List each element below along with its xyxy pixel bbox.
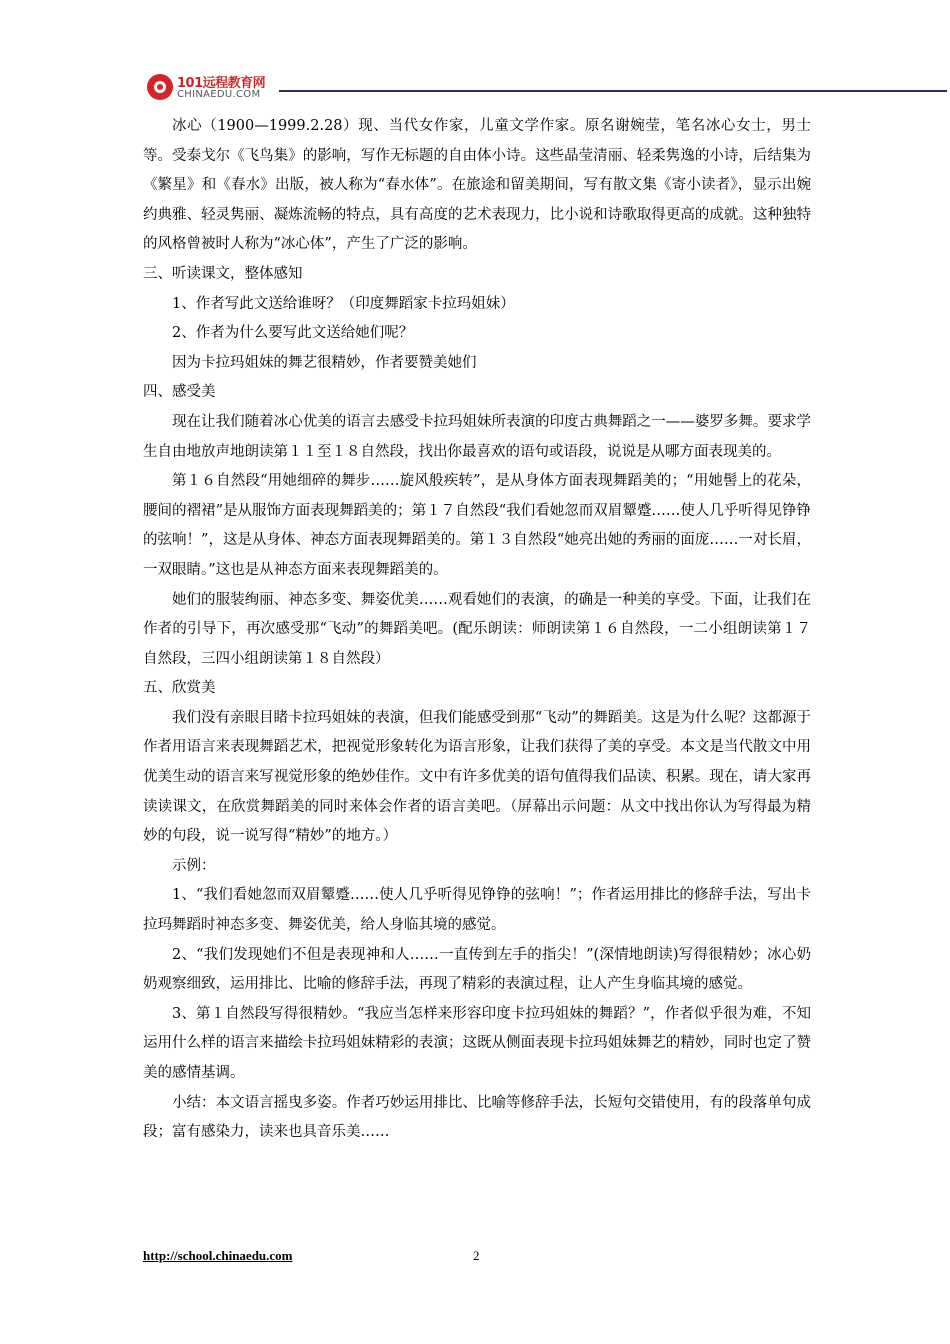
- logo-name: 101远程教育网: [177, 76, 266, 91]
- footer-link[interactable]: http://school.chinaedu.com: [143, 1248, 293, 1263]
- paragraph: 1、“我们看她忽而双眉颦蹙……使人几乎听得见铮铮的弦响！”；作者运用排比的修辞手法，写出卡拉玛舞蹈时神态多变、舞姿优美，给人身临其境的感觉。: [143, 887, 811, 934]
- logo-icon: [147, 74, 173, 100]
- paragraph: 现在让我们随着冰心优美的语言去感受卡拉玛姐妹所表演的印度古典舞蹈之一——婆罗多舞。要求学生自由地放声地朗读第１１至１８自然段，找出你最喜欢的语句或语段，说说是从哪方面表现美的。: [143, 413, 811, 460]
- section-heading: 四、感受美: [143, 384, 216, 401]
- page-footer: [143, 1248, 811, 1268]
- paragraph: 示例：: [172, 857, 216, 874]
- paragraph: 因为卡拉玛姐妹的舞艺很精妙，作者要赞美她们: [172, 354, 477, 371]
- header-divider: [279, 90, 947, 92]
- section-heading: 五、欣赏美: [143, 680, 216, 697]
- site-logo: [143, 62, 275, 106]
- paragraph: 小结：本文语言摇曳多姿。作者巧妙运用排比、比喻等修辞手法，长短句交错使用，有的段落单句成段；富有感染力，读来也具音乐美……: [143, 1094, 811, 1141]
- paragraph: 第１６自然段“用她细碎的舞步……旋风般疾转”，是从身体方面表现舞蹈美的；“用她髻上的花朵，腰间的褶裙”是从服饰方面表现舞蹈美的；第１７自然段“我们看她忽而双眉颦蹙……使人几乎听得见铮铮的弦响！”，这是从身体、神态方面表现舞蹈美的。第１３自然段“她亮出她的秀丽的面庞……一对长眉，一双眼睛。”这也是从神态方面来表现舞蹈美的。: [143, 473, 811, 578]
- paragraph: 冰心（1900—1999.2.28）现、当代女作家，儿童文学作家。原名谢婉莹，笔名冰心女士，男士等。受泰戈尔《飞鸟集》的影响，写作无标题的自由体小诗。这些晶莹清丽、轻柔隽逸的小诗，后结集为《繁星》和《春水》出版，被人称为“春水体”。在旅途和留美期间，写有散文集《寄小读者》，显示出婉约典雅、轻灵隽丽、凝炼流畅的特点，具有高度的艺术表现力，比小说和诗歌取得更高的成就。这种独特的风格曾被时人称为“冰心体”，产生了广泛的影响。: [143, 118, 811, 253]
- paragraph: 3、第１自然段写得很精妙。“我应当怎样来形容印度卡拉玛姐妹的舞蹈？”，作者似乎很为难，不知运用什么样的语言来描绘卡拉玛姐妹精彩的表演；这既从侧面表现卡拉玛姐妹舞艺的精妙，同时也定了赞美的感情基调。: [143, 1005, 811, 1081]
- logo-domain: CHINAEDU.COM: [177, 89, 261, 100]
- document-body: [143, 112, 811, 1148]
- paragraph: 2、“我们发现她们不但是表现神和人……一直传到左手的指尖！”(深情地朗读)写得很精妙；冰心奶奶观察细致，运用排比、比喻的修辞手法，再现了精彩的表演过程，让人产生身临其境的感觉。: [143, 946, 811, 993]
- paragraph: 2、作者为什么要写此文送给她们呢？: [172, 325, 414, 342]
- page-number: 2: [473, 1248, 480, 1263]
- page-header: [143, 62, 813, 106]
- paragraph: 1、作者写此文送给谁呀？（印度舞蹈家卡拉玛姐妹）: [172, 295, 515, 312]
- paragraph: 她们的服装绚丽、神态多变、舞姿优美……观看她们的表演，的确是一种美的享受。下面，让我们在作者的引导下，再次感受那“飞动”的舞蹈美吧。(配乐朗读：师朗读第１６自然段，一二小组朗读第１７自然段，三四小组朗读第１８自然段）: [143, 591, 811, 667]
- section-heading: 三、听读课文，整体感知: [143, 265, 303, 282]
- paragraph: 我们没有亲眼目睹卡拉玛姐妹的表演，但我们能感受到那“飞动”的舞蹈美。这是为什么呢？这都源于作者用语言来表现舞蹈艺术，把视觉形象转化为语言形象，让我们获得了美的享受。本文是当代散文中用优美生动的语言来写视觉形象的绝妙佳作。文中有许多优美的语句值得我们品读、积累。现在，请大家再读读课文，在欣赏舞蹈美的同时来体会作者的语言美吧。（屏幕出示问题：从文中找出你认为写得最为精妙的句段，说一说写得“精妙”的地方。）: [143, 709, 811, 845]
